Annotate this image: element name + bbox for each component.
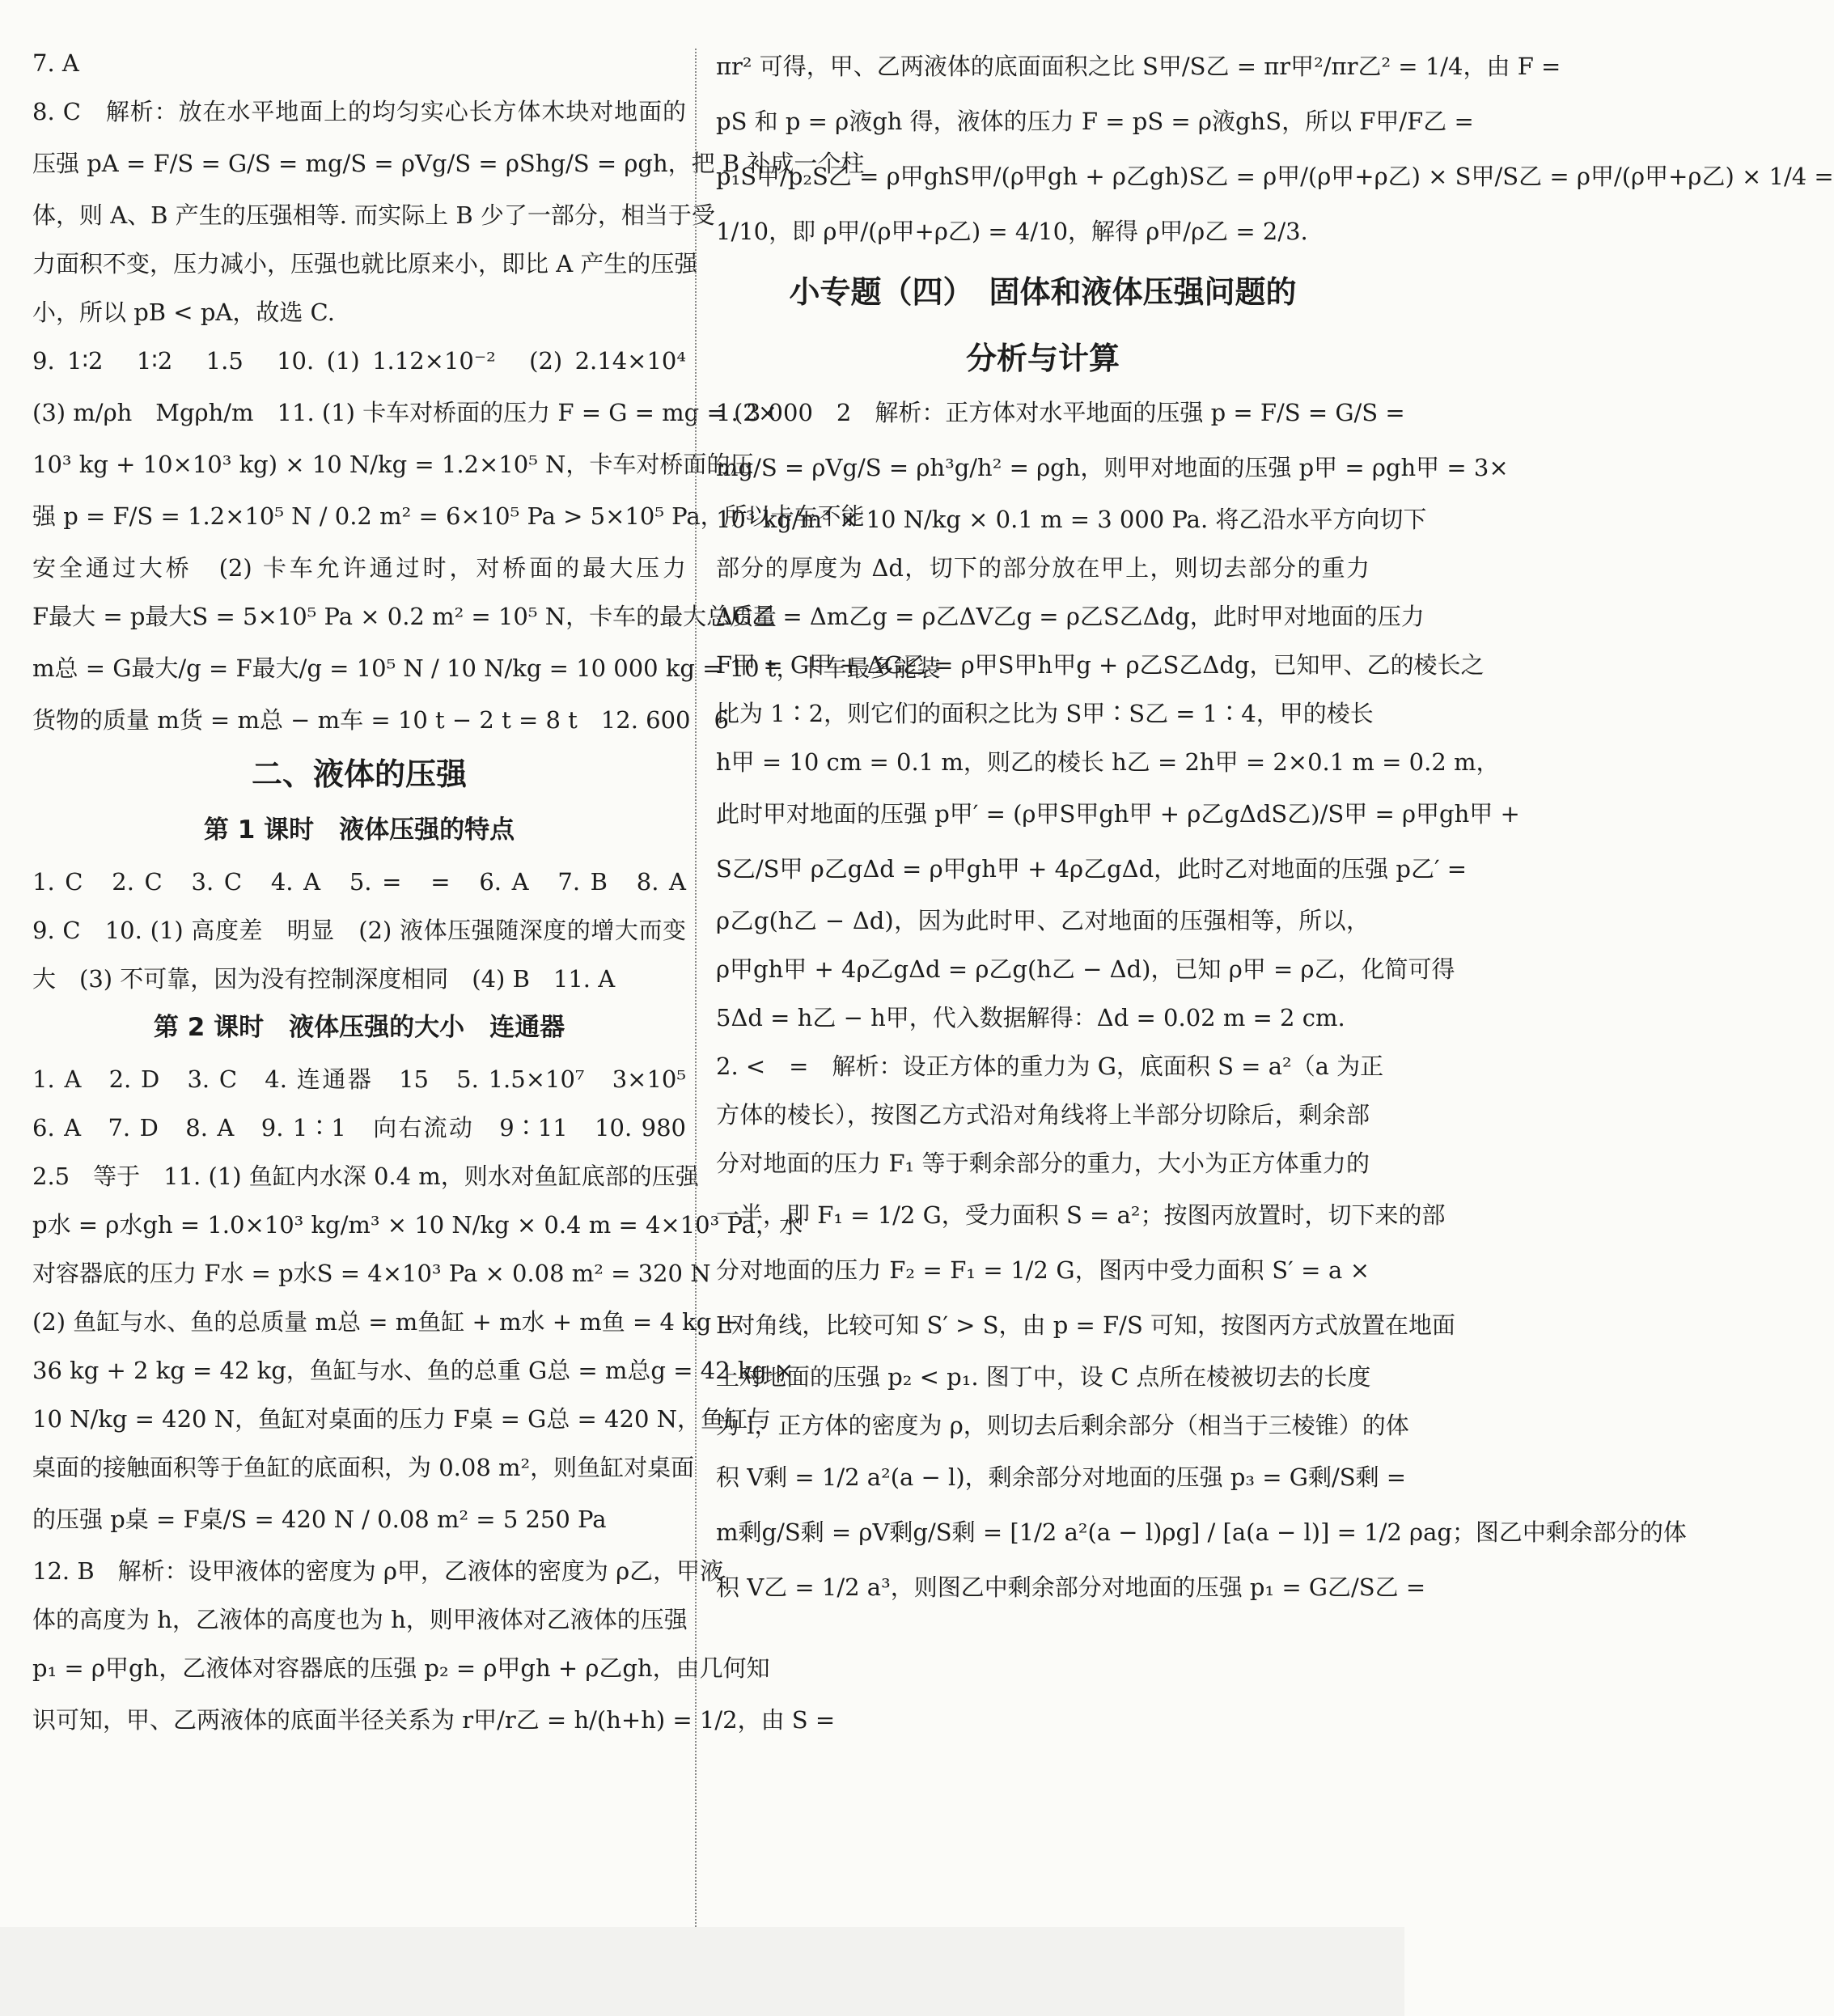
answer-line: 安全通过大桥 (2) 卡车允许通过时，对桥面的最大压力 [32,554,686,582]
answer-line: mg/S = ρVg/S = ρh³g/h² = ρgh，则甲对地面的压强 p甲 = ρgh甲 = 3× [716,454,1509,481]
answer-line: 一半，即 F₁ = 1/2 G，受力面积 S = a²；按图丙放置时，切下来的部 [716,1201,1446,1229]
answer-line: 9. 1∶2 1∶2 1.5 10. (1) 1.12×10⁻² (2) 2.14×10⁴ [32,347,686,375]
answer-line: 1. A 2. D 3. C 4. 连通器 15 5. 1.5×10⁷ 3×10⁵ [32,1065,686,1093]
topic-heading: 小专题（四） 固体和液体压强问题的 [789,274,1297,310]
answer-line: 积 V乙 = 1/2 a³，则图乙中剩余部分对地面的压强 p₁ = G乙/S乙 = [716,1573,1426,1601]
answer-line: πr² 可得，甲、乙两液体的底面面积之比 S甲/S乙 = πr甲²/πr乙² = 1/4，由 F = [716,53,1561,80]
answer-line: p₁S甲/p₂S乙 = ρ甲ghS甲/(ρ甲gh + ρ乙gh)S乙 = ρ甲/(ρ甲+ρ乙) × S甲/S乙 = ρ甲/(ρ甲+ρ乙) × 1/4 = [716,163,1834,190]
answer-line: L对角线，比较可知 S′ > S，由 p = F/S 可知，按图丙方式放置在地面 [716,1311,1456,1339]
answer-line: ρ乙g(h乙 − Δd)，因为此时甲、乙对地面的压强相等，所以， [716,907,1370,934]
answer-line: F甲 = G甲 + ΔG乙 = ρ甲S甲h甲g + ρ乙S乙Δdg，已知甲、乙的棱长之 [716,651,1485,679]
answer-line: 1/10，即 ρ甲/(ρ甲+ρ乙) = 4/10，解得 ρ甲/ρ乙 = 2/3. [716,218,1308,245]
page-footer-margin [0,1927,1404,2016]
answer-line: 体的高度为 h，乙液体的高度也为 h，则甲液体对乙液体的压强 [32,1606,688,1633]
answer-line: 体，则 A、B 产生的压强相等. 而实际上 B 少了一部分，相当于受 [32,201,715,229]
answer-line: 2. < = 解析：设正方体的重力为 G，底面积 S = a²（a 为正 [716,1052,1384,1080]
answer-line: p水 = ρ水gh = 1.0×10³ kg/m³ × 10 N/kg × 0.4 m = 4×10³ Pa，水 [32,1211,803,1239]
answer-line: 6. A 7. D 8. A 9. 1∶1 向右流动 9∶11 10. 980 [32,1114,686,1141]
answer-line: 10³ kg/m³ × 10 N/kg × 0.1 m = 3 000 Pa. 将乙沿水平方向切下 [716,506,1427,533]
answer-line: 小，所以 pB < pA，故选 C. [32,299,335,326]
answer-line: 为 l，正方体的密度为 ρ，则切去后剩余部分（相当于三棱锥）的体 [716,1412,1409,1439]
answer-line: 2.5 等于 11. (1) 鱼缸内水深 0.4 m，则水对鱼缸底部的压强 [32,1163,699,1190]
answer-line: 分对地面的压力 F₁ 等于剩余部分的重力，大小为正方体重力的 [716,1150,1370,1177]
answer-line: m剩g/S剩 = ρV剩g/S剩 = [1/2 a²(a − l)ρg] / [a(a − l)] = 1/2 ρag；图乙中剩余部分的体 [716,1518,1687,1546]
answer-line: 8. C 解析：放在水平地面上的均匀实心长方体木块对地面的 [32,98,686,125]
answer-line: F最大 = p最大S = 5×10⁵ Pa × 0.2 m² = 10⁵ N，卡车的最大总质量 [32,603,777,630]
answer-line: 的压强 p桌 = F桌/S = 420 N / 0.08 m² = 5 250 Pa [32,1506,607,1533]
answer-line: 桌面的接触面积等于鱼缸的底面积，为 0.08 m²，则鱼缸对桌面 [32,1454,695,1481]
answer-line: 10 N/kg = 420 N，鱼缸对桌面的压力 F桌 = G总 = 420 N，鱼缸与 [32,1405,772,1433]
right-column [716,47,1834,1623]
topic-heading: 分析与计算 [965,341,1120,376]
answer-line: 积 V剩 = 1/2 a²(a − l)，剩余部分对地面的压强 p₃ = G剩/S剩 = [716,1463,1407,1491]
answer-line: ΔG乙 = Δm乙g = ρ乙ΔV乙g = ρ乙S乙Δdg，此时甲对地面的压力 [716,603,1425,630]
answer-line: 9. C 10. (1) 高度差 明显 (2) 液体压强随深度的增大而变 [32,917,686,944]
answer-line: 大 (3) 不可靠，因为没有控制深度相同 (4) B 11. A [32,965,616,993]
answer-line: 力面积不变，压力减小，压强也就比原来小，即比 A 产生的压强 [32,250,698,277]
answer-line: (2) 鱼缸与水、鱼的总质量 m总 = m鱼缸 + m水 + m鱼 = 4 kg + [32,1308,739,1336]
answer-line: 货物的质量 m货 = m总 − m车 = 10 t − 2 t = 8 t 12. 600 6 [32,706,729,734]
answer-line: 分对地面的压力 F₂ = F₁ = 1/2 G，图丙中受力面积 S′ = a × [716,1256,1370,1284]
answer-line: 7. A [32,49,79,77]
lesson-heading: 第 1 课时 液体压强的特点 [203,815,515,845]
answer-line: m总 = G最大/g = F最大/g = 10⁵ N / 10 N/kg = 10 000 kg = 10 t，卡车最多能装 [32,654,941,682]
lesson-heading: 第 2 课时 液体压强的大小 连通器 [153,1013,565,1042]
answer-line: h甲 = 10 cm = 0.1 m，则乙的棱长 h乙 = 2h甲 = 2×0.1 m = 0.2 m， [716,748,1500,776]
answer-line: (3) m/ρh Mgρh/m 11. (1) 卡车对桥面的压力 F = G = mg = (2× [32,399,778,426]
answer-line: ρ甲gh甲 + 4ρ乙gΔd = ρ乙g(h乙 − Δd)，已知 ρ甲 = ρ乙，化简可得 [716,955,1455,983]
answer-line: 1. C 2. C 3. C 4. A 5. = = 6. A 7. B 8. A [32,868,686,896]
answer-line: 36 kg + 2 kg = 42 kg，鱼缸与水、鱼的总重 G总 = m总g = 42 kg × [32,1357,794,1384]
answer-line: 1. 3 000 2 解析：正方体对水平地面的压强 p = F/S = G/S = [716,399,1405,426]
answer-line: S乙/S甲 ρ乙gΔd = ρ甲gh甲 + 4ρ乙gΔd，此时乙对地面的压强 p乙′ = [716,855,1468,883]
answer-line: 对容器底的压力 F水 = p水S = 4×10³ Pa × 0.08 m² = 320 N [32,1260,711,1287]
answer-line: 部分的厚度为 Δd，切下的部分放在甲上，则切去部分的重力 [716,554,1370,582]
left-column [32,47,941,1756]
answer-line: pS 和 p = ρ液gh 得，液体的压力 F = pS = ρ液ghS，所以 F甲/F乙 = [716,108,1474,135]
answer-line: 强 p = F/S = 1.2×10⁵ N / 0.2 m² = 6×10⁵ Pa > 5×10⁵ Pa，所以卡车不能 [32,502,865,530]
answer-line: 方体的棱长），按图乙方式沿对角线将上半部分切除后，剩余部 [716,1101,1370,1129]
answer-line: 比为 1∶2，则它们的面积之比为 S甲∶S乙 = 1∶4，甲的棱长 [716,700,1374,727]
answer-line: 5Δd = h乙 − h甲，代入数据解得：Δd = 0.02 m = 2 cm. [716,1004,1345,1031]
answer-line: 12. B 解析：设甲液体的密度为 ρ甲，乙液体的密度为 ρ乙，甲液 [32,1557,724,1585]
answer-line: 识可知，甲、乙两液体的底面半径关系为 r甲/r乙 = h/(h+h) = 1/2，由 S = [32,1706,836,1734]
section-heading: 二、液体的压强 [251,756,467,792]
answer-line: 压强 pA = F/S = G/S = mg/S = ρVg/S = ρShg/S = ρgh，把 B 补成一个柱 [32,150,865,177]
answer-line: 此时甲对地面的压强 p甲′ = (ρ甲S甲gh甲 + ρ乙gΔdS乙)/S甲 = ρ甲gh甲 + [716,800,1520,828]
column-divider [695,49,697,1933]
answer-line: p₁ = ρ甲gh，乙液体对容器底的压强 p₂ = ρ甲gh + ρ乙gh，由几何知 [32,1654,770,1682]
answer-line: 10³ kg + 10×10³ kg) × 10 N/kg = 1.2×10⁵ N，卡车对桥面的压 [32,451,754,478]
answer-line: 上对地面的压强 p₂ < p₁. 图丁中，设 C 点所在棱被切去的长度 [716,1363,1371,1391]
